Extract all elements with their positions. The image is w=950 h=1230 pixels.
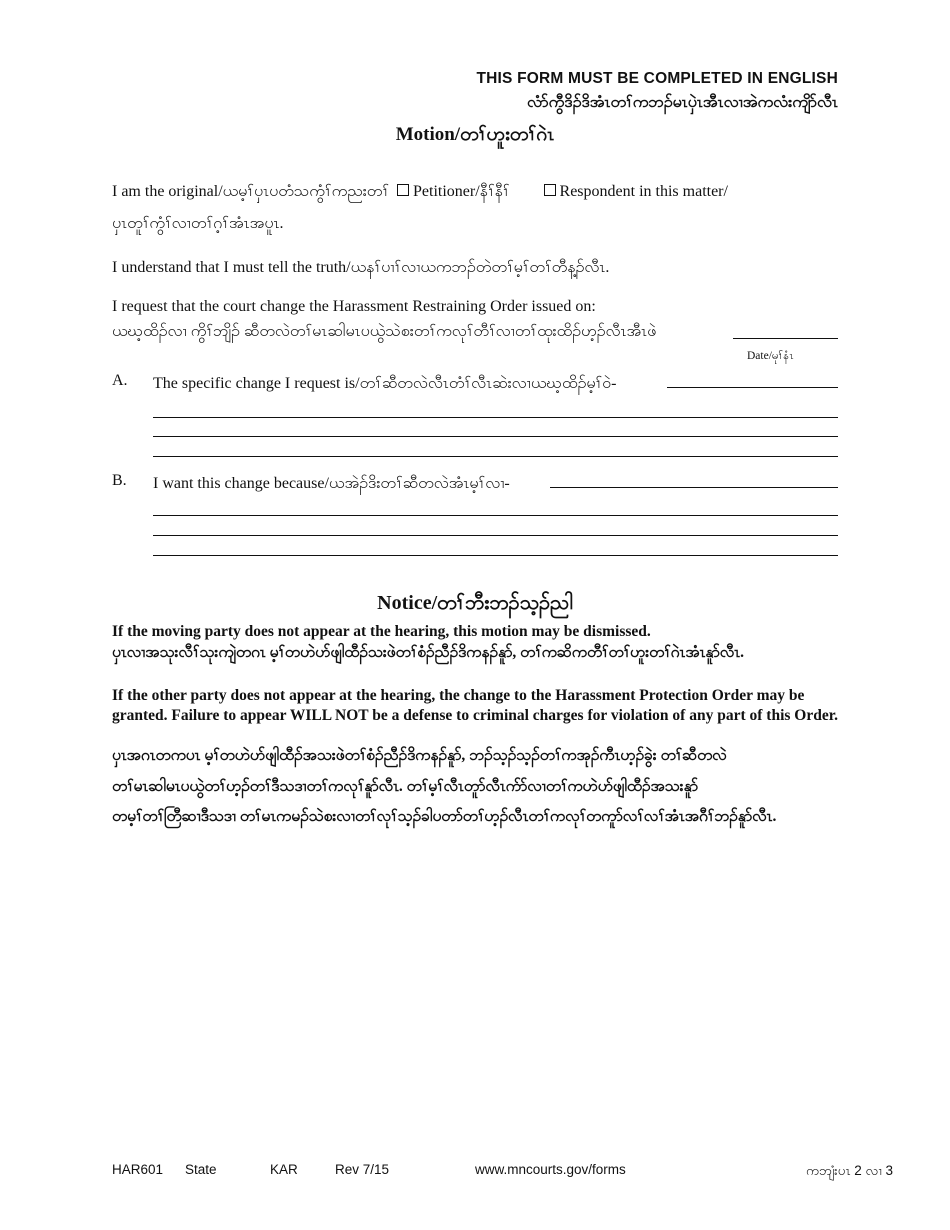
karen-notice: လံာ်ကွီဒိၣ်ဒိအံၤတၢ်ကဘၣ်မၤပှဲၤအီၤလၢအဲကလံးကျိာ်လီၤ xyxy=(526,94,838,111)
section-b-text: I want this change because/ယအဲၣ်ဒိးတၢ်ဆီတလဲအံၤမ့ၢ်လၢ- xyxy=(153,475,510,492)
respondent-label: Respondent in this matter/ xyxy=(559,183,728,200)
section-b-line-3[interactable] xyxy=(153,555,838,556)
footer-website: www.mncourts.gov/forms xyxy=(475,1162,626,1177)
request-line-1: I request that the court change the Harassment Restraining Order issued on: xyxy=(112,298,596,315)
role-prefix: I am the original/ယမ့ၢ်ပှၤပတံသကွံၢ်ကညးတၢ် xyxy=(112,183,389,200)
notice-para2-karen-2: တၢ်မၤဆါမၤပယွဲတၢ်ဟ့ၣ်တၢ်ဒီသဒၢတၢ်ကလုၢ်နူာ်လီၤ. တၢ်မ့ၢ်လီၤတူာ်လီၤက်ာ်လၢတၢ်ကဟဲဟ်ဖျါထီၣ်အသးနူာ် xyxy=(112,778,698,795)
section-a-letter: A. xyxy=(112,372,128,389)
footer-state: State xyxy=(185,1162,217,1177)
section-a-line-2[interactable] xyxy=(153,436,838,437)
footer-language: KAR xyxy=(270,1162,298,1177)
notice-para2-karen-1: ပှၤအဂၤတကပၤ မ့ၢ်တဟဲဟ်ဖျါထီၣ်အသးဖဲတၢ်စံၣ်ညီၣ်ဒိကနၣ်နူာ်, ဘၣ်သ့ၣ်သ့ၣ်တၢ်ကအုၣ်ကီၤဟ့ၣ်ခွဲး တၢ်ဆီတလဲ xyxy=(112,747,727,764)
notice-title: Notice/တၢ်ဘီးဘၣ်သ့ၣ်ညါ xyxy=(377,592,573,614)
petitioner-checkbox[interactable] xyxy=(397,184,409,196)
section-a-inline-field[interactable] xyxy=(667,387,838,388)
request-line-2: ယဃ့ထိၣ်လၢ ကွိၢ်ဘျိၣ် ဆီတလဲတၢ်မၤဆါမၤပယွဲသဲစးတၢ်ကလုၢ်တီၢ်လၢတၢ်ထုးထိၣ်ဟ့ၣ်လီၤအီၤဖဲ xyxy=(112,323,657,340)
page-title: Motion/တၢ်ဟူးတၢ်ဂဲၤ xyxy=(395,124,555,145)
truth-statement: I understand that I must tell the truth/ယနၢ်ပၢၢ်လၢယကဘၣ်တဲတၢ်မ့ၢ်တၢ်တီန့ၣ်လီၤ. xyxy=(112,259,610,276)
notice-para1-karen: ပှၤလၢအသုးလီၢ်သုးကျဲတဂၤ မ့ၢ်တဟဲဟ်ဖျါထီၣ်သးဖဲတၢ်စံၣ်ညီၣ်ဒိကနၣ်နူာ်, တၢ်ကဆိကတီၢ်တၢ်ဟူးတၢ်ဂဲၤအံၤနူာ်လီၤ. xyxy=(112,644,744,661)
section-b-line-2[interactable] xyxy=(153,535,838,536)
footer-page-number: ကဘျံးပၤ 2 လၢ 3 xyxy=(805,1163,893,1178)
section-a-line-3[interactable] xyxy=(153,456,838,457)
role-line-2: ပှၤတူၢ်ကွံၢ်လၢတၢ်ဂ့ၢ်အံၤအပူၤ. xyxy=(112,215,284,232)
section-b-line-1[interactable] xyxy=(153,515,838,516)
date-issued-field[interactable] xyxy=(733,338,838,339)
role-line xyxy=(112,180,728,204)
date-label: Date/မုၢ်နံၤ xyxy=(747,350,794,362)
section-b-inline-field[interactable] xyxy=(550,487,838,488)
english-notice: THIS FORM MUST BE COMPLETED IN ENGLISH xyxy=(476,70,838,87)
notice-para2-english: If the other party does not appear at the hearing, the change to the Harassment Protection Order may be granted. Failure to appear WILL NOT be a defense to criminal charges for violation of any part of this Order. xyxy=(112,687,839,724)
footer-form-id: HAR601 xyxy=(112,1162,164,1177)
petitioner-label: Petitioner/နီၢ်နီၢ် xyxy=(413,183,510,200)
section-a-line-1[interactable] xyxy=(153,417,838,418)
respondent-checkbox[interactable] xyxy=(544,184,556,196)
section-b-letter: B. xyxy=(112,472,127,489)
footer-revision: Rev 7/15 xyxy=(335,1162,390,1177)
notice-para1-english: If the moving party does not appear at the hearing, this motion may be dismissed. xyxy=(112,623,651,640)
notice-para2-karen-3: တမ့ၢ်တၢ်တြီဆၢဒီသဒၢ တၢ်မၤကမၣ်သဲစးလၢတၢ်လုၢ်သ့ၣ်ခါပတာ်တၢ်ဟ့ၣ်လီၤတၢ်ကလုၢ်တကူာ်လၢ်လၢ်အံၤအဂီၢ်ဘၣ်နူာ်လီၤ. xyxy=(112,808,777,825)
section-a-text: The specific change I request is/တၢ်ဆီတလဲလီၤတံၢ်လီၤဆဲးလၢယဃ့ထိၣ်မ့ၢ်ဝဲ- xyxy=(153,375,617,392)
